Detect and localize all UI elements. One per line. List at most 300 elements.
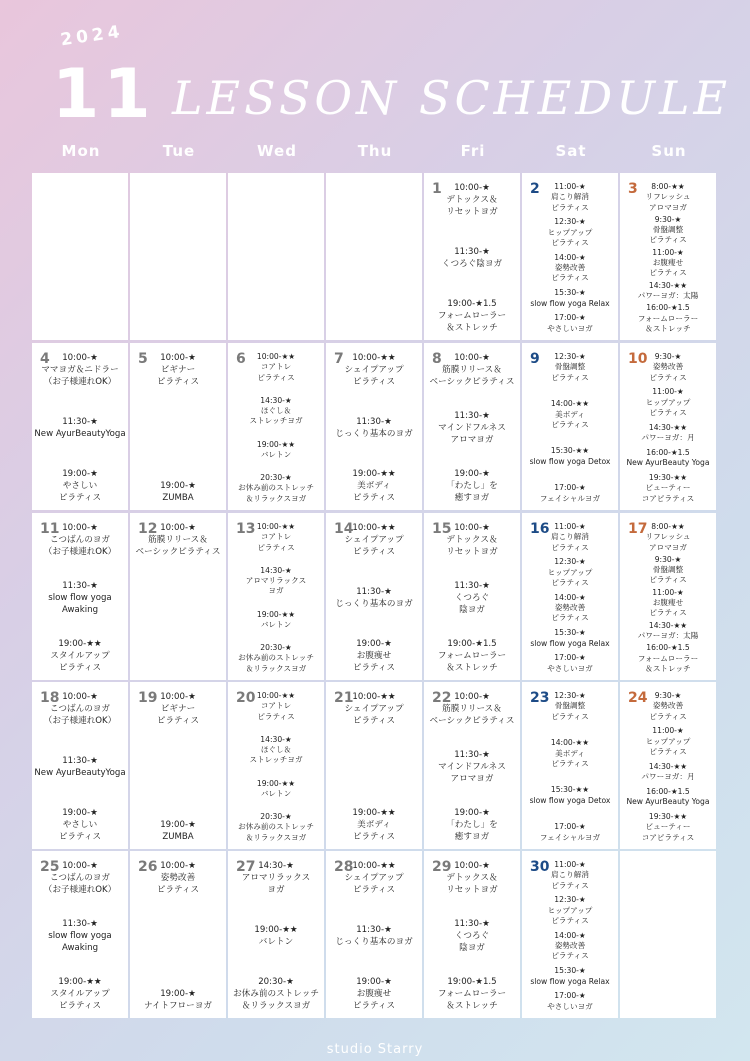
day-number: 27 [236, 859, 256, 875]
lesson-item [620, 787, 716, 808]
lesson-item [620, 448, 716, 469]
lesson-time: 19:30-★★ [648, 812, 688, 822]
lesson-item [130, 352, 226, 388]
lesson-name: 筋膜リリース＆ ベーシックピラティス [135, 535, 221, 557]
lesson-time: 19:00-★★ [256, 778, 296, 788]
lesson-item [620, 691, 716, 722]
lesson-name: やさしいヨガ [547, 323, 593, 333]
lesson-item [620, 555, 716, 586]
lesson-item [424, 580, 520, 616]
lesson-name: フォームローラー ＆ストレッチ [637, 313, 699, 333]
day-number: 6 [236, 351, 246, 367]
day-cell [32, 851, 128, 1018]
lesson-time: 19:00-★ [356, 977, 392, 987]
day-cell [326, 343, 422, 510]
lesson-time: 11:30-★ [454, 411, 490, 421]
lesson-name: バレトン [258, 937, 294, 947]
day-cell [326, 513, 422, 680]
lesson-time: 19:00-★ [62, 469, 98, 479]
lesson-time: 14:00-★ [554, 592, 586, 602]
lesson-item [32, 416, 128, 440]
lesson-name: 美ボディ ピラティス [352, 820, 396, 842]
lesson-item [130, 860, 226, 896]
day-cell [326, 851, 422, 1018]
weekday-wed: Wed [257, 142, 297, 160]
weekday-thu: Thu [357, 142, 393, 160]
weekday-mon: Mon [61, 142, 101, 160]
lesson-item [326, 586, 422, 610]
lesson-name: New AyurBeautyYoga [34, 429, 126, 439]
lesson-name: アロマリラックス ヨガ [245, 576, 307, 596]
lesson-item [424, 352, 520, 388]
lesson-name: じっくり基本のヨガ [335, 937, 413, 947]
lesson-item [620, 522, 716, 553]
day-number: 23 [530, 690, 550, 706]
lesson-name: 姿勢改善 ピラティス [551, 603, 589, 623]
lesson-time: 10:00-★ [160, 353, 196, 363]
lesson-name: リフレッシュ アロマヨガ [645, 192, 691, 212]
lesson-time: 16:00-★1.5 [646, 643, 690, 653]
lesson-name: パワーヨガ：太陽 [637, 630, 699, 640]
lesson-item [522, 691, 618, 722]
lesson-name: 姿勢改善 ピラティス [551, 263, 589, 283]
day-number: 1 [432, 181, 442, 197]
lesson-item [32, 468, 128, 504]
lesson-item [130, 691, 226, 727]
lesson-name: コアトレ ピラティス [257, 701, 295, 721]
weekday-tue: Tue [162, 142, 196, 160]
lesson-name: デトックス＆ リセットヨガ [446, 535, 498, 557]
day-cell [228, 682, 324, 849]
lesson-time: 11:30-★ [62, 581, 98, 591]
lesson-time: 14:30-★★ [648, 761, 688, 771]
lesson-item [228, 691, 324, 722]
lesson-time: 14:30-★★ [648, 280, 688, 290]
lesson-time: 19:00-★ [356, 639, 392, 649]
lesson-time: 10:00-★★ [352, 861, 396, 871]
lesson-name: お腹痩せ ピラティス [649, 258, 687, 278]
lesson-time: 9:30-★ [654, 214, 682, 224]
lesson-item [228, 473, 324, 504]
lesson-item [620, 248, 716, 279]
lesson-item [522, 895, 618, 926]
lesson-time: 10:00-★ [62, 523, 98, 533]
lesson-time: 11:00-★ [554, 522, 586, 531]
lesson-item [620, 762, 716, 783]
day-cell [522, 851, 618, 1018]
lesson-item [130, 988, 226, 1012]
lesson-item [32, 918, 128, 954]
lesson-time: 19:00-★ [454, 808, 490, 818]
lesson-item [424, 182, 520, 218]
lesson-time: 19:30-★★ [648, 473, 688, 483]
lesson-name: コアトレ ピラティス [257, 532, 295, 552]
lesson-name: slow flow yoga Awaking [48, 593, 112, 615]
lesson-time: 10:00-★★ [256, 352, 296, 361]
lesson-name: ビューティー コアピラティス [641, 822, 695, 842]
lesson-item [522, 352, 618, 383]
lesson-time: 10:00-★ [160, 861, 196, 871]
lesson-time: 14:00-★ [554, 252, 586, 262]
lesson-time: 12:30-★ [554, 895, 586, 905]
lesson-item [620, 621, 716, 642]
lesson-item [326, 860, 422, 896]
lesson-name: 姿勢改善 ピラティス [551, 941, 589, 961]
lesson-time: 14:00-★ [554, 930, 586, 940]
lesson-name: コアトレ ピラティス [257, 362, 295, 382]
weekday-sat: Sat [555, 142, 587, 160]
lesson-name: お休み前のストレッチ ＆リラックスヨガ [238, 822, 314, 842]
lesson-time: 19:00-★★ [352, 469, 396, 479]
lesson-item [620, 423, 716, 444]
lesson-time: 14:30-★ [260, 565, 292, 575]
day-cell [522, 513, 618, 680]
day-number: 26 [138, 859, 158, 875]
lesson-name: 美ボディ ピラティス [551, 409, 589, 429]
day-cell [130, 513, 226, 680]
day-number: 22 [432, 690, 452, 706]
lesson-name: ヒップアップ ピラティス [645, 736, 691, 757]
day-cell [424, 682, 520, 849]
lesson-time: 11:00-★ [652, 587, 684, 597]
lesson-name: シェイプアップ ピラティス [344, 704, 404, 726]
lesson-time: 10:00-★ [62, 353, 98, 363]
lesson-item [228, 860, 324, 896]
lesson-time: 10:00-★★ [352, 523, 396, 533]
lesson-item [228, 396, 324, 427]
lesson-name: こつばんのヨガ （お子様連れOK） [43, 535, 117, 557]
lesson-item [522, 253, 618, 284]
lesson-name: フォームローラー ＆ストレッチ [437, 989, 507, 1011]
lesson-name: フェイシャルヨガ [539, 493, 601, 503]
lesson-item [326, 638, 422, 674]
lesson-name: パワーヨガ：月 [641, 433, 695, 443]
day-cell [228, 173, 324, 340]
lesson-time: 11:30-★ [454, 919, 490, 929]
lesson-name: slow flow yoga Detox [529, 456, 611, 466]
lesson-time: 12:30-★ [554, 691, 586, 700]
lesson-item [130, 480, 226, 504]
lesson-time: 10:00-★★ [256, 522, 296, 531]
lesson-time: 11:30-★ [454, 581, 490, 591]
lesson-item [522, 860, 618, 891]
lesson-name: 肩こり解消 ピラティス [551, 532, 589, 552]
day-cell [620, 343, 716, 510]
lesson-item [32, 580, 128, 616]
lesson-name: じっくり基本のヨガ [335, 429, 413, 439]
lesson-name: お休み前のストレッチ ＆リラックスヨガ [233, 989, 319, 1011]
lesson-time: 16:00-★1.5 [646, 786, 690, 796]
lesson-name: バレトン [260, 619, 292, 629]
lesson-time: 11:00-★ [652, 726, 684, 736]
day-number: 9 [530, 351, 540, 367]
day-number: 2 [530, 181, 540, 197]
lesson-time: 19:00-★ [160, 989, 196, 999]
lesson-name: 姿勢改善 ピラティス [649, 362, 687, 382]
lesson-time: 14:30-★★ [648, 422, 688, 432]
lesson-item [424, 807, 520, 843]
lesson-item [522, 653, 618, 674]
lesson-name: ママヨガ＆ニドラー （お子様連れOK） [41, 365, 119, 387]
lesson-item [522, 288, 618, 309]
lesson-name: ほぐし＆ ストレッチヨガ [249, 745, 303, 765]
lesson-item [424, 298, 520, 334]
lesson-name: ビューティー コアピラティス [641, 483, 695, 503]
lesson-time: 8:00-★★ [651, 182, 685, 191]
lesson-name: 骨盤調整 ピラティス [649, 565, 687, 585]
lesson-name: 筋膜リリース＆ ベーシックピラティス [429, 704, 515, 726]
lesson-item [522, 966, 618, 987]
lesson-name: ZUMBA [162, 832, 194, 842]
lesson-time: 20:30-★ [260, 643, 292, 653]
lesson-time: 11:30-★ [454, 750, 490, 760]
lesson-item [32, 691, 128, 727]
lesson-item [326, 416, 422, 440]
lesson-time: 17:00-★ [554, 313, 586, 323]
lesson-name: シェイプアップ ピラティス [344, 535, 404, 557]
lesson-name: ナイトフローヨガ [144, 1001, 212, 1011]
lesson-item [130, 819, 226, 843]
lesson-time: 10:00-★ [454, 353, 490, 363]
lesson-time: 11:30-★ [356, 925, 392, 935]
lesson-name: slow flow yoga Relax [530, 638, 610, 648]
lesson-time: 14:00-★★ [550, 399, 590, 409]
day-cell [130, 343, 226, 510]
day-number: 5 [138, 351, 148, 367]
lesson-time: 19:00-★1.5 [447, 977, 497, 987]
lesson-name: シェイプアップ ピラティス [344, 873, 404, 895]
weekday-fri: Fri [460, 142, 486, 160]
day-cell [228, 343, 324, 510]
lesson-item [326, 352, 422, 388]
lesson-item [326, 807, 422, 843]
lesson-item [228, 976, 324, 1012]
lesson-item [326, 691, 422, 727]
lesson-time: 19:00-★ [160, 481, 196, 491]
lesson-name: やさしいヨガ [547, 1001, 593, 1011]
lesson-item [522, 822, 618, 843]
lesson-item [228, 924, 324, 948]
lesson-time: 11:30-★ [356, 417, 392, 427]
lesson-time: 19:00-★1.5 [447, 299, 497, 309]
day-cell [620, 173, 716, 340]
lesson-item [228, 735, 324, 766]
day-number: 10 [628, 351, 648, 367]
lesson-time: 15:30-★★ [550, 446, 590, 456]
lesson-time: 15:30-★ [554, 628, 586, 638]
day-cell [424, 343, 520, 510]
day-number: 11 [40, 521, 60, 537]
lesson-name: フェイシャルヨガ [539, 832, 601, 842]
lesson-time: 10:00-★★ [352, 692, 396, 702]
lesson-item [620, 643, 716, 674]
lesson-name: ビギナー ピラティス [156, 365, 200, 387]
day-cell [326, 173, 422, 340]
day-number: 4 [40, 351, 50, 367]
lesson-name: パワーヨガ：月 [641, 772, 695, 782]
lesson-time: 15:30-★ [554, 966, 586, 976]
day-cell [32, 173, 128, 340]
day-cell [32, 682, 128, 849]
lesson-time: 10:00-★ [454, 183, 490, 193]
lesson-item [424, 749, 520, 785]
lesson-item [32, 860, 128, 896]
lesson-name: スタイルアップ ピラティス [50, 989, 110, 1011]
lesson-name: お腹痩せ ピラティス [352, 989, 396, 1011]
lesson-name: ほぐし＆ ストレッチヨガ [249, 406, 303, 426]
day-cell [620, 682, 716, 849]
lesson-item [326, 522, 422, 558]
lesson-name: やさしい ピラティス [58, 481, 102, 503]
lesson-time: 10:00-★ [62, 861, 98, 871]
lesson-time: 9:30-★ [654, 554, 682, 564]
lesson-item [424, 918, 520, 954]
lesson-name: slow flow yoga Relax [530, 976, 610, 986]
lesson-time: 11:00-★ [652, 387, 684, 397]
month-number: 11 [52, 55, 155, 134]
lesson-time: 19:00-★★ [58, 639, 102, 649]
lesson-item [228, 812, 324, 843]
lesson-item [424, 638, 520, 674]
lesson-time: 11:00-★ [554, 860, 586, 869]
lesson-name: 骨盤調整 ピラティス [551, 701, 589, 721]
lesson-name: やさしいヨガ [547, 663, 593, 673]
lesson-name: slow flow yoga Awaking [48, 931, 112, 953]
day-number: 7 [334, 351, 344, 367]
lesson-time: 10:00-★ [160, 523, 196, 533]
lesson-time: 10:00-★ [454, 861, 490, 871]
day-number: 12 [138, 521, 158, 537]
lesson-time: 10:00-★★ [352, 353, 396, 363]
lesson-item [32, 976, 128, 1012]
lesson-item [228, 779, 324, 800]
lesson-time: 15:30-★ [554, 288, 586, 298]
lesson-item [424, 246, 520, 270]
day-number: 30 [530, 859, 550, 875]
lesson-time: 20:30-★ [260, 473, 292, 483]
lesson-item [522, 738, 618, 769]
day-cell [424, 851, 520, 1018]
lesson-item [620, 473, 716, 504]
lesson-name: フォームローラー ＆ストレッチ [637, 653, 699, 673]
lesson-item [522, 593, 618, 624]
lesson-item [228, 566, 324, 597]
lesson-name: New AyurBeautyYoga [34, 768, 126, 778]
lesson-item [522, 483, 618, 504]
lesson-item [620, 812, 716, 843]
day-cell [522, 682, 618, 849]
lesson-name: お休み前のストレッチ ＆リラックスヨガ [238, 653, 314, 673]
lesson-time: 11:30-★ [356, 587, 392, 597]
lesson-name: slow flow yoga Detox [529, 795, 611, 805]
weekday-sun: Sun [651, 142, 687, 160]
lesson-name: 肩こり解消 ピラティス [551, 870, 589, 890]
page-title: LESSON SCHEDULE [172, 71, 732, 125]
lesson-time: 14:30-★ [260, 395, 292, 405]
day-cell [32, 343, 128, 510]
day-number: 25 [40, 859, 60, 875]
lesson-item [522, 522, 618, 553]
day-number: 20 [236, 690, 256, 706]
lesson-name: やさしい ピラティス [58, 820, 102, 842]
lesson-time: 17:00-★ [554, 653, 586, 663]
lesson-item [424, 410, 520, 446]
lesson-time: 15:30-★★ [550, 785, 590, 795]
day-cell [326, 682, 422, 849]
lesson-time: 14:30-★ [258, 861, 294, 871]
lesson-name: ヒップアップ ピラティス [547, 227, 593, 248]
lesson-name: フォームローラー ＆ストレッチ [437, 651, 507, 673]
lesson-name: マインドフルネス アロマヨガ [438, 762, 506, 784]
day-cell [424, 513, 520, 680]
lesson-name: ZUMBA [162, 493, 194, 503]
year-label: 2024 [59, 21, 125, 51]
lesson-item [326, 468, 422, 504]
lesson-item [522, 182, 618, 213]
lesson-item [326, 924, 422, 948]
lesson-time: 11:30-★ [454, 247, 490, 257]
day-number: 16 [530, 521, 550, 537]
lesson-time: 9:30-★ [654, 691, 682, 700]
lesson-name: ビギナー ピラティス [156, 704, 200, 726]
lesson-name: パワーヨガ：太陽 [637, 290, 699, 300]
lesson-time: 19:00-★★ [58, 977, 102, 987]
lesson-time: 9:30-★ [654, 352, 682, 361]
lesson-name: バレトン [260, 788, 292, 798]
lesson-name: じっくり基本のヨガ [335, 599, 413, 609]
lesson-name: 姿勢改善 ピラティス [156, 873, 200, 895]
day-number: 14 [334, 521, 354, 537]
lesson-time: 10:00-★ [160, 692, 196, 702]
lesson-name: リフレッシュ アロマヨガ [645, 532, 691, 552]
lesson-name: ヒップアップ ピラティス [645, 397, 691, 418]
lesson-name: アロマリラックス ヨガ [241, 873, 311, 895]
lesson-item [620, 303, 716, 334]
lesson-time: 10:00-★ [454, 692, 490, 702]
day-cell [522, 343, 618, 510]
studio-name: studio Starry [326, 1042, 424, 1057]
day-number: 24 [628, 690, 648, 706]
lesson-name: フォームローラー ＆ストレッチ [437, 311, 507, 333]
day-cell [522, 173, 618, 340]
lesson-name: 肩こり解消 ピラティス [551, 192, 589, 212]
lesson-item [424, 468, 520, 504]
lesson-time: 16:00-★1.5 [646, 447, 690, 457]
lesson-name: くつろぐ 陰ヨガ [454, 931, 490, 953]
day-number: 17 [628, 521, 648, 537]
lesson-name: こつばんのヨガ （お子様連れOK） [43, 704, 117, 726]
lesson-name: ヒップアップ ピラティス [547, 905, 593, 926]
lesson-time: 10:00-★ [454, 523, 490, 533]
day-cell [32, 513, 128, 680]
lesson-item [620, 182, 716, 213]
lesson-name: New AyurBeauty Yoga [626, 458, 710, 468]
lesson-item [522, 785, 618, 806]
lesson-name: New AyurBeauty Yoga [626, 797, 710, 807]
lesson-item [522, 313, 618, 334]
lesson-name: ヒップアップ ピラティス [547, 567, 593, 588]
lesson-name: マインドフルネス アロマヨガ [438, 423, 506, 445]
lesson-time: 11:30-★ [62, 756, 98, 766]
lesson-time: 11:30-★ [62, 417, 98, 427]
lesson-time: 20:30-★ [258, 977, 294, 987]
day-number: 3 [628, 181, 638, 197]
lesson-item [620, 387, 716, 418]
lesson-time: 19:00-★ [62, 808, 98, 818]
day-number: 13 [236, 521, 256, 537]
day-cell [130, 682, 226, 849]
lesson-item [620, 281, 716, 302]
